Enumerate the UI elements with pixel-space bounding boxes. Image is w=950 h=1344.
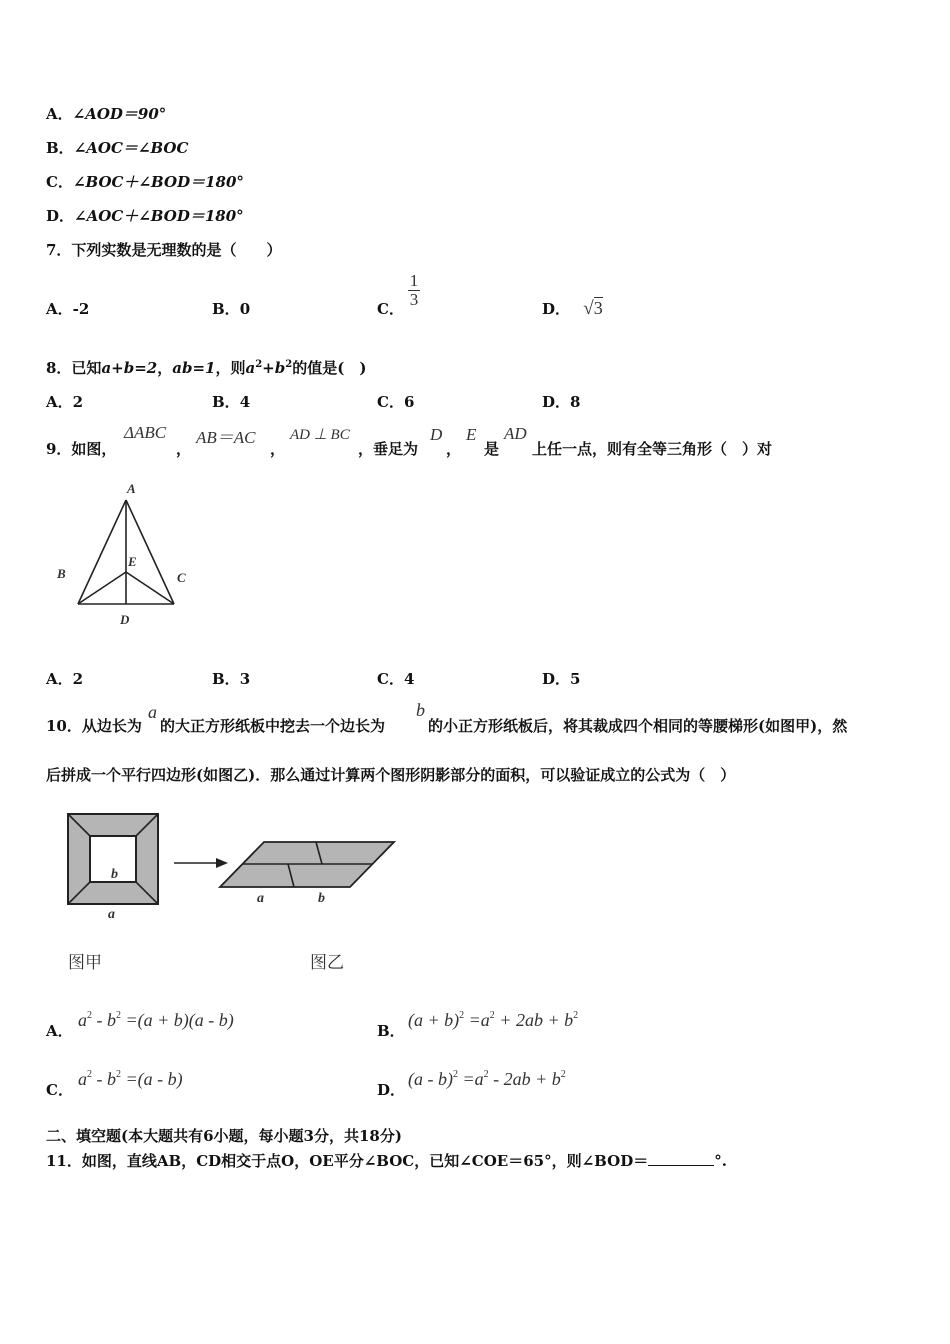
option-value: 3 <box>239 670 251 688</box>
option-value: 2 <box>72 393 84 411</box>
label-b: B <box>57 566 66 581</box>
q7-option-c-letter: C． <box>377 300 404 318</box>
label-b: b <box>318 891 325 906</box>
exponent: 2 <box>452 1069 458 1080</box>
section-2-title: 二、填空题(本大题共有6小题，每小题3分，共18分) <box>46 1127 402 1145</box>
q10-option-b-letter: B． <box>377 1022 405 1040</box>
exponent: 2 <box>87 1010 92 1021</box>
formula-part: =(a + b)(a - b) <box>121 1010 234 1030</box>
caption-jia: 图甲 <box>68 953 102 973</box>
q9-tail: 上任一点，则有全等三角形（ ）对 <box>532 440 773 458</box>
option-letter: B． <box>212 300 240 318</box>
q11-stem <box>46 1150 727 1171</box>
option-value: 5 <box>570 670 581 688</box>
q10-option-c-formula <box>78 1069 183 1090</box>
option-letter: D． <box>542 393 571 411</box>
label-a: A <box>127 481 136 496</box>
option-letter: A． <box>46 300 73 318</box>
q8-option-d <box>542 391 580 412</box>
q7-stem: 7．下列实数是无理数的是（ ） <box>46 241 282 259</box>
option-expr: ∠BOC＋∠BOD＝180° <box>72 173 244 191</box>
option-letter: D． <box>542 300 571 318</box>
figure-jia <box>68 814 158 922</box>
q10-option-a-letter: A． <box>46 1022 73 1040</box>
q10-line2: 后拼成一个平行四边形(如图乙)．那么通过计算两个图形阴影部分的面积，可以验证成立的公式为（ ） <box>46 766 736 784</box>
exponent: 2 <box>489 1010 495 1021</box>
fraction-numerator: 1 <box>409 271 419 290</box>
exponent: 2 <box>87 1069 92 1080</box>
exponent: 2 <box>116 1010 121 1021</box>
q9-point-e: E <box>466 425 477 444</box>
q10-option-a-formula <box>78 1010 234 1031</box>
label-b: b <box>111 867 118 882</box>
formula-part: (a + b) <box>408 1010 460 1030</box>
label-d: D <box>120 612 130 627</box>
exponent: 2 <box>573 1010 579 1021</box>
var-a: a <box>245 359 256 377</box>
formula-part: - b <box>92 1010 116 1030</box>
radicand: 3 <box>593 298 603 318</box>
q7-option-b <box>212 298 250 319</box>
formula-part: =a <box>457 1069 484 1089</box>
q10-p1: 10．从边长为 <box>46 717 142 735</box>
stem-end: °. <box>714 1152 727 1170</box>
formula-part: - b <box>92 1069 116 1089</box>
stem-text: ，则 <box>215 359 246 377</box>
label-c: C <box>177 570 186 585</box>
option-value: 4 <box>239 393 251 411</box>
option-value: 4 <box>403 670 415 688</box>
q9-triangle-figure <box>50 478 200 628</box>
option-letter: A． <box>46 393 73 411</box>
option-letter: C． <box>46 173 73 191</box>
q8-option-c <box>377 391 414 412</box>
option-letter: A． <box>46 670 73 688</box>
option-expr: ∠AOD＝90° <box>72 105 167 123</box>
q10-var-b: b <box>416 700 425 720</box>
option-letter: D． <box>46 207 75 225</box>
exponent: 2 <box>285 359 293 370</box>
exponent: 2 <box>255 359 263 370</box>
option-value: 0 <box>239 300 251 318</box>
q8-stem <box>46 357 366 378</box>
q6-option-b <box>46 137 188 158</box>
formula-part: a <box>78 1069 87 1089</box>
fraction-denominator: 3 <box>409 290 419 309</box>
q9-point-d: D <box>430 425 443 444</box>
stem-text: 11．如图，直线AB，CD相交于点O，OE平分∠BOC，已知∠COE＝65°，则∠BOD＝ <box>46 1152 649 1170</box>
q10-figures <box>60 806 400 930</box>
q6-option-c <box>46 171 244 192</box>
q10-option-d-letter: D． <box>377 1081 406 1099</box>
q8-option-b <box>212 391 250 412</box>
q10-option-c-letter: C． <box>46 1081 73 1099</box>
condition: a+b=2 <box>101 359 158 377</box>
stem-text: 8．已知 <box>46 359 102 377</box>
formula-part: a <box>78 1010 87 1030</box>
label-e: E <box>128 554 137 569</box>
option-value: 6 <box>403 393 415 411</box>
q9-option-b <box>212 668 250 689</box>
q10-option-b-formula <box>408 1010 578 1031</box>
condition: ab=1 <box>172 359 216 377</box>
answer-blank[interactable] <box>648 1153 714 1166</box>
option-letter: C． <box>377 670 404 688</box>
caption-yi: 图乙 <box>310 953 344 973</box>
q10-p3: 的小正方形纸板后，将其裁成四个相同的等腰梯形(如图甲)，然 <box>428 717 848 735</box>
figure-yi <box>220 842 394 906</box>
q10-p2: 的大正方形纸板中挖去一个边长为 <box>160 717 386 735</box>
separator: ， <box>157 359 173 377</box>
q9-segment-ad: AD <box>504 424 527 443</box>
option-value: -2 <box>72 300 90 318</box>
q9-option-c <box>377 668 414 689</box>
q8-option-a <box>46 391 83 412</box>
option-letter: C． <box>377 393 404 411</box>
q7-fraction <box>408 272 420 309</box>
var-b: b <box>274 359 286 377</box>
exponent: 2 <box>560 1069 566 1080</box>
option-letter: B． <box>212 393 240 411</box>
formula-part: - 2ab + b <box>488 1069 561 1089</box>
q7-option-d <box>542 298 603 320</box>
q9-equal: AB＝AC <box>196 428 256 447</box>
option-value: 2 <box>72 670 84 688</box>
option-value: 8 <box>570 393 581 411</box>
option-letter: B． <box>46 139 74 157</box>
q6-option-a <box>46 103 166 124</box>
exponent: 2 <box>116 1069 121 1080</box>
formula-part: =(a - b) <box>121 1069 183 1089</box>
label-a: a <box>257 891 264 906</box>
exponent: 2 <box>459 1010 465 1021</box>
q10-var-a: a <box>148 702 157 722</box>
radical-sign: √ <box>583 298 594 319</box>
q10-option-d-formula <box>408 1069 566 1090</box>
arrow <box>174 858 228 868</box>
option-letter: D． <box>542 670 571 688</box>
option-letter: A． <box>46 105 73 123</box>
plus: + <box>262 359 275 377</box>
option-letter: B． <box>212 670 240 688</box>
q9-shi: 是 <box>484 440 500 458</box>
q6-option-d <box>46 205 244 226</box>
option-expr: ∠AOC＝∠BOC <box>73 139 189 157</box>
q9-option-a <box>46 668 83 689</box>
option-expr: ∠AOC＋∠BOD＝180° <box>74 207 244 225</box>
q7-option-a <box>46 298 89 319</box>
q9-comma-2: ， <box>270 440 286 458</box>
exponent: 2 <box>483 1069 489 1080</box>
formula-part: =a <box>464 1010 490 1030</box>
stem-text: 的值是( ) <box>292 359 367 377</box>
q9-triangle: ΔABC <box>124 423 167 442</box>
formula-part: + 2ab + b <box>494 1010 574 1030</box>
q9-option-d <box>542 668 580 689</box>
q9-comma-3: ， <box>446 440 462 458</box>
q9-comma-1: ， <box>176 440 192 458</box>
q9-lead: 9．如图， <box>46 440 117 458</box>
q9-perpendicular: AD ⊥ BC <box>290 427 350 443</box>
q9-foot: ，垂足为 <box>358 440 419 458</box>
label-a: a <box>108 907 115 922</box>
formula-part: (a - b) <box>408 1069 453 1089</box>
